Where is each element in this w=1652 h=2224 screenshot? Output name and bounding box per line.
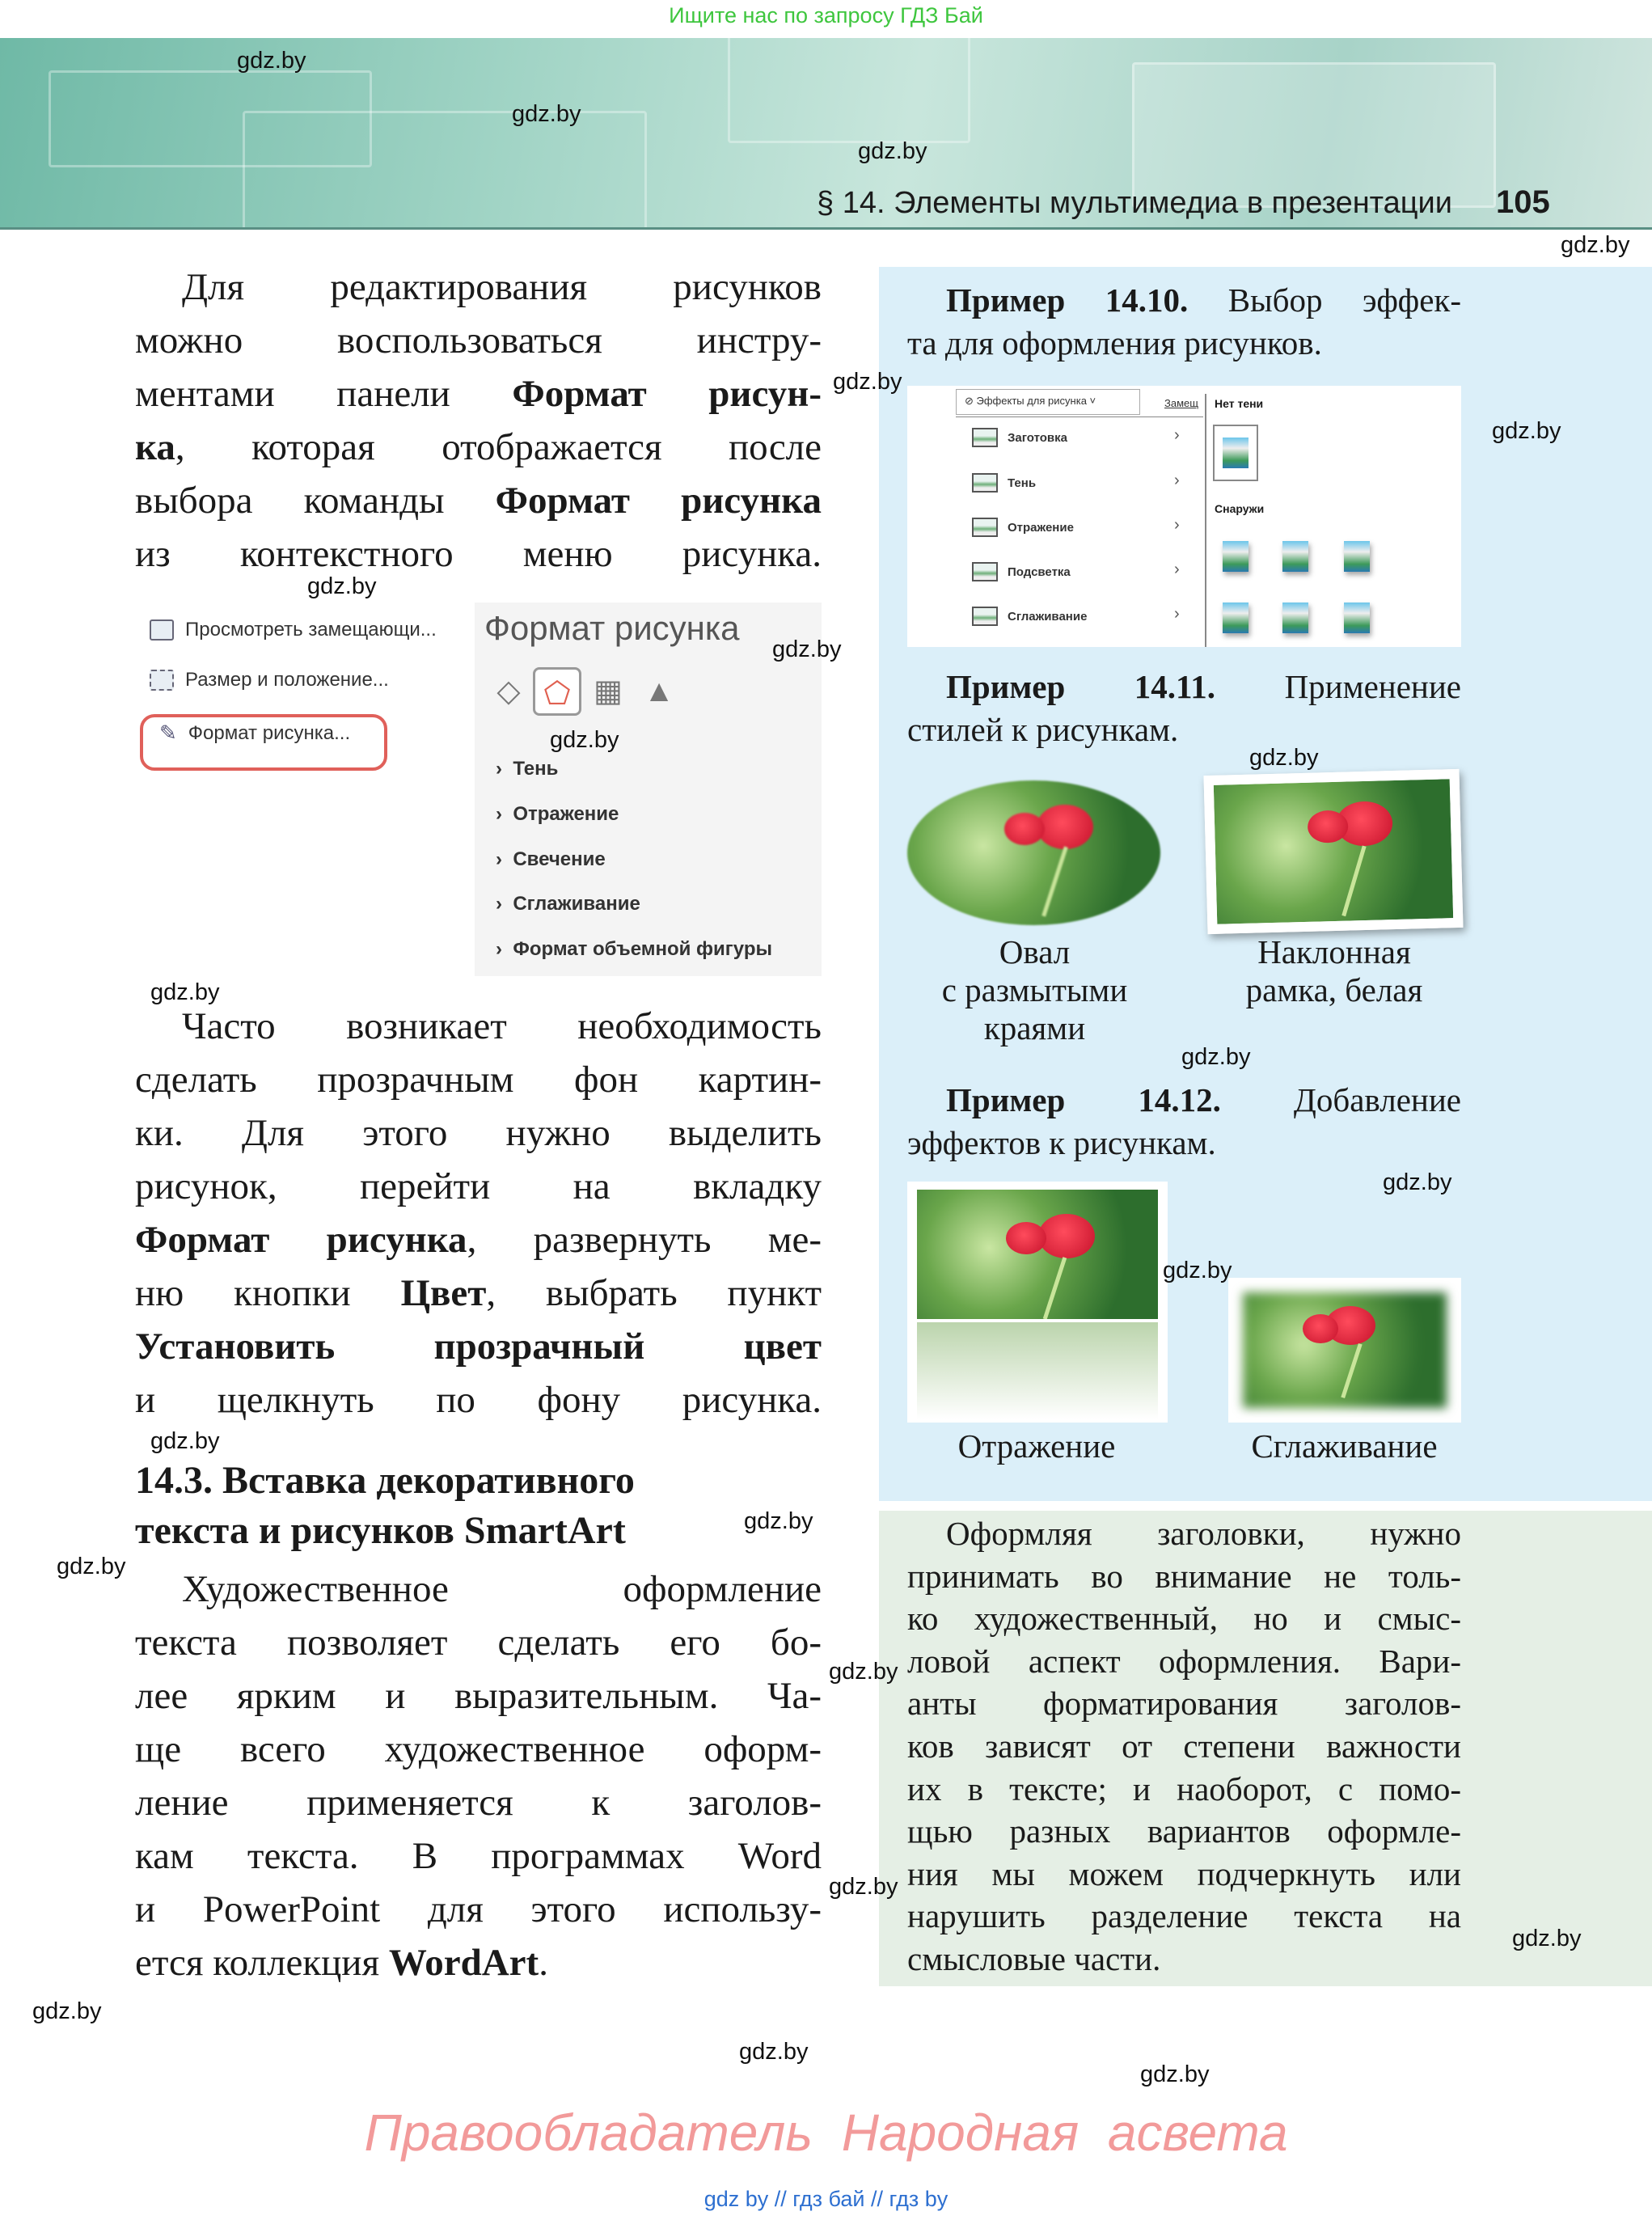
text-line — [907, 1768, 1461, 1811]
text-run: выбора команды — [135, 480, 496, 522]
cut-label: Замещ — [1164, 397, 1198, 409]
text-run: кам текста. В программах Word — [135, 1835, 822, 1877]
highlight-frame — [140, 714, 387, 771]
effects-item-label: Отражение — [1008, 520, 1074, 535]
shadow-thumb — [1223, 541, 1249, 572]
text-run: Выбор эффек- — [1188, 281, 1461, 319]
layout-icon: ▦ — [594, 674, 623, 708]
text-line — [135, 1320, 822, 1373]
text-line — [907, 1555, 1461, 1598]
text-run: и PowerPoint для этого использу- — [135, 1888, 822, 1930]
text-line — [135, 1000, 822, 1053]
text-run: ление применяется к заголов- — [135, 1782, 822, 1824]
effects-icon: ⬠ — [533, 667, 581, 716]
copyright-notice: Правообладатель Народная асвета — [364, 2103, 1288, 2162]
caption-line: Наклонная — [1257, 933, 1411, 970]
running-title: § 14. Элементы мультимедиа в презентации — [817, 186, 1453, 220]
bold-term: WordArt — [388, 1942, 539, 1984]
pane-section-label: Тень — [513, 758, 559, 780]
shadow-thumb — [1223, 603, 1249, 633]
size-icon — [150, 670, 174, 691]
watermark: gdz.by — [1561, 232, 1630, 258]
search-hint: Ищите нас по запросу ГДЗ Бай — [669, 3, 983, 27]
paragraph-format-picture — [135, 260, 822, 581]
text-line — [907, 1682, 1461, 1725]
pane-section: › Свечение — [496, 848, 606, 870]
text-line — [135, 1616, 822, 1669]
text-run: можно воспользоваться инстру- — [135, 319, 822, 362]
text-run: рисунок, перейти на вкладку — [135, 1165, 822, 1207]
text-line — [135, 1053, 822, 1106]
paragraph-transparent-color — [135, 1000, 822, 1427]
soft-edges-image — [1228, 1278, 1461, 1423]
text-run: нарушить разделение текста на — [907, 1897, 1461, 1935]
text-line — [135, 1723, 822, 1776]
bold-term: ка — [135, 426, 175, 468]
watermark: gdz.by — [512, 101, 581, 127]
text-line — [135, 260, 822, 314]
text-line — [135, 1160, 822, 1213]
text-run: . — [539, 1942, 548, 1984]
effects-item-label: Тень — [1008, 476, 1037, 490]
effects-item — [972, 428, 1067, 447]
pane-section-label: Отражение — [513, 803, 619, 825]
text-line — [135, 1106, 822, 1160]
watermark: gdz.by — [1181, 1044, 1251, 1070]
text-run: ментами панели — [135, 373, 513, 415]
text-run: Для редактирования рисунков — [182, 266, 822, 308]
text-line — [907, 1725, 1461, 1768]
text-line — [135, 421, 822, 474]
menu-item-label: Размер и положение... — [185, 669, 389, 691]
text-run: эффектов к рисункам. — [907, 1124, 1216, 1161]
paint-icon: ✎ — [159, 721, 177, 745]
text-line — [135, 367, 822, 421]
watermark: gdz.by — [1163, 1258, 1232, 1283]
chevron-right-icon: › — [1174, 560, 1180, 578]
text-run: и щелкнуть по фону рисунка. — [135, 1379, 822, 1421]
caption-line: рамка, белая — [1245, 971, 1423, 1008]
chevron-right-icon: › — [1174, 471, 1180, 489]
pane-section: › Сглаживание — [496, 893, 640, 915]
text-line — [135, 1936, 822, 1989]
watermark: gdz.by — [1383, 1169, 1452, 1195]
effects-item — [972, 562, 1071, 581]
text-run: ко художественный, но и смыс- — [907, 1600, 1461, 1638]
watermark: gdz.by — [1512, 1926, 1582, 1951]
oval-blurred-image — [907, 780, 1160, 925]
menu-item-label: Просмотреть замещающи... — [185, 619, 437, 641]
menu-item-alt-text — [150, 619, 437, 641]
text-run: Добавление — [1220, 1081, 1461, 1118]
text-run: анты форматирования заголов- — [907, 1685, 1461, 1723]
text-line — [907, 666, 1461, 708]
text-line — [135, 1562, 822, 1616]
text-run: их в тексте; и наоборот, с помо- — [907, 1769, 1461, 1808]
picture-icon: ▲ — [644, 674, 674, 708]
watermark: gdz.by — [858, 138, 927, 164]
text-run: , которая отображается после — [175, 426, 822, 468]
text-line — [135, 1829, 822, 1883]
pane-section: › Тень — [496, 758, 559, 780]
watermark: gdz.by — [1140, 2061, 1210, 2087]
text-run: принимать во внимание не толь- — [907, 1557, 1461, 1595]
picture-icon — [972, 562, 998, 581]
text-line — [907, 1597, 1461, 1640]
caption-tilted-frame — [1201, 933, 1468, 1009]
watermark: gdz.by — [32, 1998, 102, 2024]
caption-reflection: Отражение — [957, 1427, 1116, 1465]
caption-soft-edges: Сглаживание — [1251, 1427, 1438, 1465]
pane-section-label: Формат объемной фигуры — [513, 938, 772, 960]
text-run: ки. Для этого нужно выделить — [135, 1112, 822, 1154]
text-line — [907, 279, 1461, 322]
text-run: ется коллекция — [135, 1942, 389, 1984]
bold-term: Пример 14.11. — [946, 668, 1216, 705]
bold-term: Цвет — [400, 1272, 487, 1314]
text-run: Применение — [1215, 668, 1461, 705]
shadow-thumb — [1344, 541, 1370, 572]
text-line — [907, 708, 1461, 751]
watermark: gdz.by — [772, 636, 842, 662]
dropdown-label: Эффекты для рисунка — [976, 395, 1087, 407]
effects-item — [972, 518, 1074, 537]
text-run: , выбрать пункт — [486, 1272, 822, 1314]
text-line — [907, 1512, 1461, 1555]
watermark: gdz.by — [57, 1554, 126, 1579]
effects-item-label: Подсветка — [1008, 564, 1071, 579]
bold-term: Установить прозрачный цвет — [135, 1326, 822, 1368]
section-heading — [135, 1456, 847, 1556]
pane-section-label: Свечение — [513, 848, 606, 870]
watermark: gdz.by — [550, 727, 619, 753]
example-14-12 — [907, 1079, 1461, 1165]
text-run: смысловые части. — [907, 1939, 1161, 1977]
text-run: ще всего художественное оформ- — [135, 1728, 822, 1770]
shadow-thumb — [1344, 603, 1370, 633]
chevron-right-icon: › — [1174, 426, 1180, 444]
text-run: ния мы можем подчеркнуть или — [907, 1854, 1461, 1892]
text-line — [907, 1938, 1461, 1981]
text-run: та для оформления рисунков. — [907, 324, 1322, 362]
bold-term: Пример 14.12. — [946, 1081, 1221, 1118]
text-line — [135, 1669, 822, 1723]
text-run: ков зависят от степени важности — [907, 1727, 1461, 1765]
text-line — [907, 322, 1461, 365]
menu-item-size-position — [150, 669, 389, 691]
text-line — [907, 1810, 1461, 1853]
pane-title: Формат рисунка — [484, 609, 740, 647]
text-run: Художественное оформление — [182, 1568, 822, 1610]
text-line — [135, 474, 822, 527]
picture-icon — [972, 518, 998, 537]
example-14-11 — [907, 666, 1461, 751]
text-line — [907, 1122, 1461, 1165]
tilted-frame-image — [1203, 769, 1463, 934]
text-line — [907, 1640, 1461, 1683]
text-run: сделать прозрачным фон картин- — [135, 1059, 822, 1101]
image-icon — [150, 619, 174, 641]
text-line — [907, 1853, 1461, 1896]
bold-term: Формат рисунка — [495, 480, 822, 522]
caption-oval — [899, 933, 1170, 1047]
pane-section-label: Сглаживание — [513, 893, 640, 915]
effects-dropdown: ⊘ Эффекты для рисунка ˅ — [956, 389, 1140, 415]
shadow-thumb — [1282, 541, 1308, 572]
text-line — [135, 1213, 822, 1266]
pane-section: › Формат объемной фигуры — [496, 938, 772, 960]
text-run: , развернуть ме- — [467, 1219, 822, 1261]
shadow-thumb — [1282, 603, 1308, 633]
note-text — [907, 1512, 1461, 1981]
page-number: 105 — [1496, 184, 1550, 220]
effects-item — [972, 607, 1087, 626]
text-run: из контекстного меню рисунка. — [135, 533, 822, 575]
effects-item-label: Сглаживание — [1008, 609, 1088, 624]
paragraph-wordart — [135, 1562, 822, 1989]
reflection-image — [907, 1182, 1168, 1423]
text-line — [907, 1895, 1461, 1938]
text-run: ню кнопки — [135, 1272, 401, 1314]
heading-line: 14.3. Вставка декоративного — [135, 1459, 635, 1502]
no-shadow-option — [1213, 425, 1258, 481]
watermark: gdz.by — [1249, 745, 1319, 771]
picture-icon — [972, 607, 998, 626]
watermark: gdz.by — [744, 1508, 813, 1534]
effects-item-label: Заготовка — [1008, 430, 1067, 445]
text-run: щью разных вариантов оформле- — [907, 1812, 1461, 1850]
chevron-right-icon: › — [1174, 605, 1180, 623]
text-run: ловой аспект оформления. Вари- — [907, 1642, 1461, 1680]
footer-links[interactable]: gdz by // гдз бай // гдз by — [703, 2187, 949, 2211]
caption-line: Овал — [999, 933, 1071, 970]
menu-item-label: Формат рисунка... — [188, 721, 351, 744]
picture-icon — [972, 428, 998, 447]
text-run: лее ярким и выразительным. Ча- — [135, 1675, 822, 1717]
watermark: gdz.by — [150, 1428, 220, 1454]
watermark: gdz.by — [829, 1659, 898, 1685]
pane-section: › Отражение — [496, 803, 619, 825]
effects-item — [972, 473, 1036, 493]
bold-term: Пример 14.10. — [946, 281, 1189, 319]
text-line — [907, 1079, 1461, 1122]
bold-term: Формат рисунка — [135, 1219, 467, 1261]
format-pane — [475, 603, 822, 976]
chevron-right-icon: › — [1174, 516, 1180, 534]
screenshot-format-picture — [135, 603, 822, 976]
outer-label: Снаружи — [1215, 502, 1265, 515]
watermark: gdz.by — [833, 369, 902, 395]
text-run: стилей к рисункам. — [907, 711, 1179, 748]
picture-icon — [972, 473, 998, 493]
caption-line: краями — [983, 1009, 1086, 1046]
watermark: gdz.by — [150, 979, 220, 1005]
example-14-10 — [907, 279, 1461, 365]
text-run: Часто возникает необходимость — [182, 1005, 822, 1047]
watermark: gdz.by — [1492, 418, 1561, 444]
watermark: gdz.by — [739, 2039, 809, 2065]
watermark: gdz.by — [237, 48, 306, 74]
text-line — [135, 1373, 822, 1427]
screenshot-picture-effects — [907, 386, 1461, 647]
text-line — [135, 314, 822, 367]
text-line — [135, 527, 822, 581]
caption-line: с размытыми — [941, 971, 1128, 1008]
heading-line: текста и рисунков SmartArt — [135, 1509, 626, 1552]
text-line — [135, 1266, 822, 1320]
text-run: Оформляя заголовки, нужно — [946, 1515, 1461, 1552]
watermark: gdz.by — [829, 1874, 898, 1900]
fill-icon: ◇ — [496, 674, 521, 708]
bold-term: Формат рисун- — [512, 373, 822, 415]
no-shadow-label: Нет тени — [1215, 397, 1264, 410]
text-line — [135, 1883, 822, 1936]
text-run: текста позволяет сделать его бо- — [135, 1621, 822, 1664]
watermark: gdz.by — [307, 573, 377, 599]
text-line — [135, 1776, 822, 1829]
